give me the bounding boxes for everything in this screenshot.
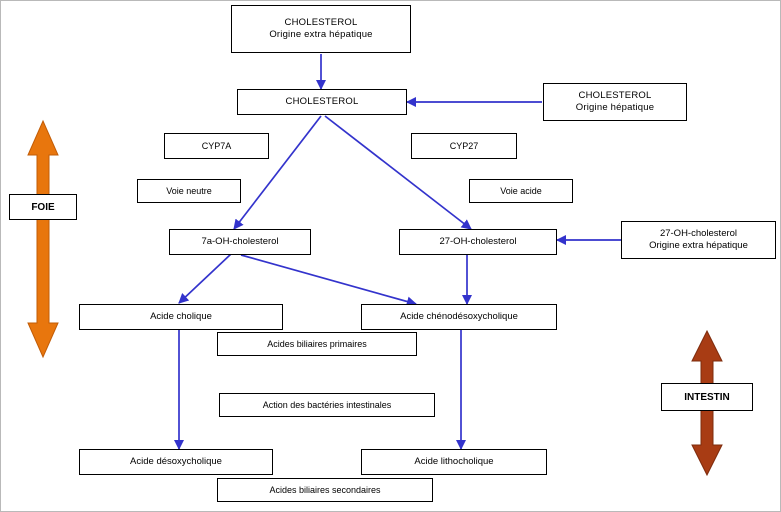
node-acide-cholique-label: Acide cholique [150, 311, 212, 323]
node-27-oh-extra-line1: 27-OH-cholesterol [659, 228, 738, 240]
node-cholesterol-extra-hepatique-line1: CHOLESTEROL [284, 17, 358, 29]
node-acide-desoxycholique-label: Acide désoxycholique [130, 456, 222, 468]
node-27-oh-cholesterol [399, 229, 557, 255]
foie-double-arrow-icon [25, 119, 61, 359]
node-action-bacteries-label: Action des bactéries intestinales [262, 400, 392, 410]
node-27-oh-cholesterol-label: 27-OH-cholesterol [439, 236, 517, 248]
node-acide-desoxycholique [79, 449, 273, 475]
node-acides-biliaires-primaires-label: Acides biliaires primaires [267, 339, 367, 349]
label-intestin-text: INTESTIN [684, 391, 730, 403]
node-7a-oh-cholesterol-label: 7a-OH-cholesterol [201, 236, 279, 248]
node-7a-oh-cholesterol [169, 229, 311, 255]
node-cyp27 [411, 133, 517, 159]
node-27-oh-cholesterol-extra-hepatique [621, 221, 776, 259]
node-acide-lithocholique-label: Acide lithocholique [414, 456, 494, 468]
node-acide-lithocholique [361, 449, 547, 475]
node-cholesterol-extra-hepatique-line2: Origine extra hépatique [269, 29, 373, 40]
node-acides-biliaires-secondaires-label: Acides biliaires secondaires [269, 485, 381, 495]
node-27-oh-extra-line2: Origine extra hépatique [649, 240, 748, 251]
node-acide-cholique [79, 304, 283, 330]
label-intestin [661, 383, 753, 411]
node-cholesterol-hepatique [543, 83, 687, 121]
node-acide-chenodesoxycholique-label: Acide chénodésoxycholique [400, 311, 518, 323]
node-voie-acide [469, 179, 573, 203]
node-acide-chenodesoxycholique [361, 304, 557, 330]
node-voie-acide-label: Voie acide [500, 186, 542, 196]
node-cyp7a [164, 133, 269, 159]
node-cholesterol [237, 89, 407, 115]
node-cholesterol-hepatique-line2: Origine hépatique [575, 102, 655, 113]
node-acides-biliaires-primaires [217, 332, 417, 356]
node-cholesterol-extra-hepatique [231, 5, 411, 53]
node-action-bacteries-intestinales [219, 393, 435, 417]
label-foie [9, 194, 77, 220]
node-acides-biliaires-secondaires [217, 478, 433, 502]
node-voie-neutre [137, 179, 241, 203]
node-cholesterol-line1: CHOLESTEROL [285, 96, 359, 108]
label-foie-text: FOIE [31, 201, 55, 213]
node-cyp27-label: CYP27 [449, 141, 479, 151]
node-cholesterol-hepatique-line1: CHOLESTEROL [578, 90, 652, 102]
node-voie-neutre-label: Voie neutre [166, 186, 212, 196]
node-cyp7a-label: CYP7A [201, 141, 232, 151]
